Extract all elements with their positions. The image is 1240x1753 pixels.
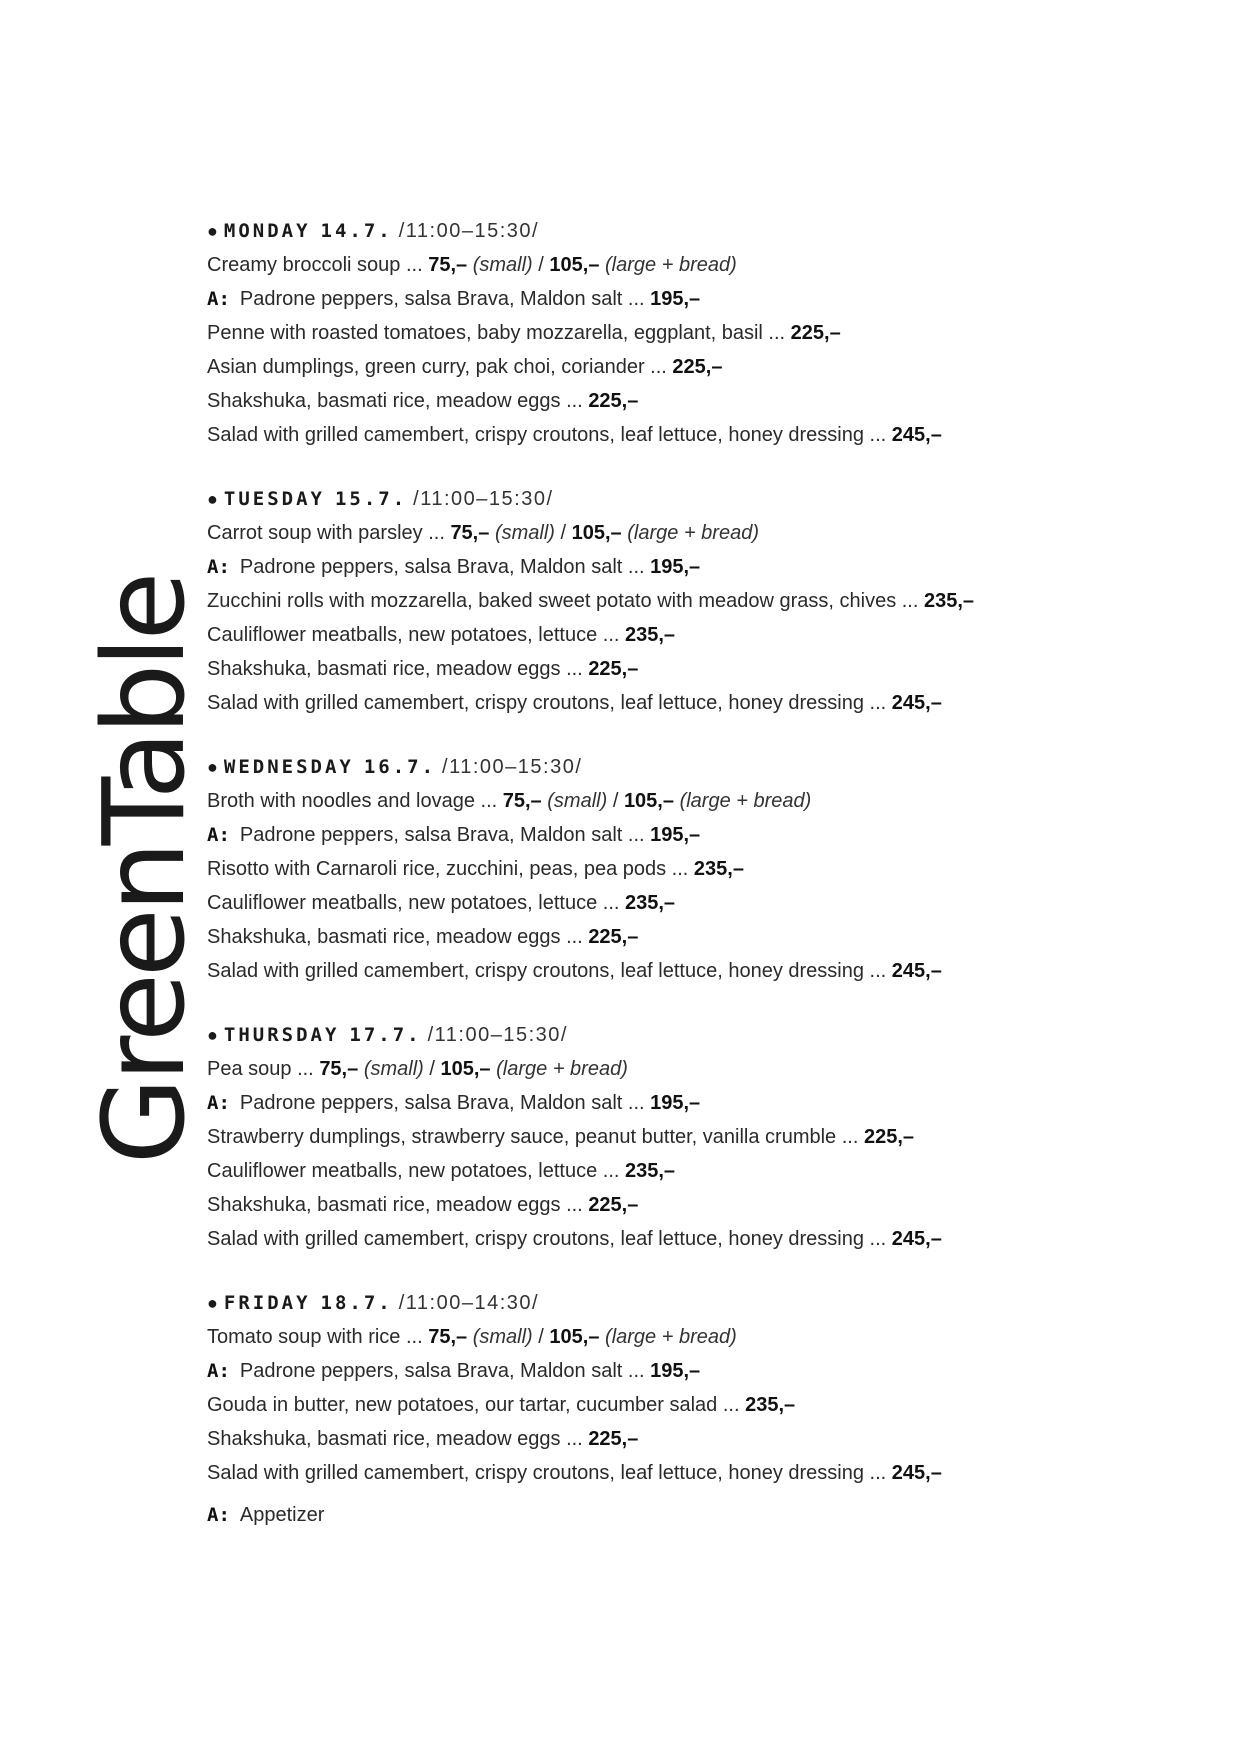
day-hours: /11:00–15:30/ [427,1024,568,1046]
soup-label: Broth with noodles and lovage ... [207,790,498,812]
day-section-thursday [207,1018,1167,1256]
day-name: WEDNESDAY [223,756,354,778]
legend-key: A: [207,1504,230,1526]
soup-label: Carrot soup with parsley ... [207,522,445,544]
item-text: Salad with grilled camembert, crispy croutons, leaf lettuce, honey dressing ... [207,1228,887,1250]
bullet-icon: ● [207,489,218,509]
soup-item [207,248,1167,282]
item-price: 235,– [745,1394,796,1416]
item-price: 235,– [625,1160,676,1182]
soup-price-small: 75,– [428,1326,468,1348]
item-price: 195,– [650,1360,701,1382]
soup-small-note: (small) [363,1058,424,1080]
menu-item [207,652,1167,686]
soup-item [207,1052,1167,1086]
day-header [207,1018,1167,1052]
item-price: 195,– [650,1092,701,1114]
item-text: Strawberry dumplings, strawberry sauce, peanut butter, vanilla crumble ... [207,1126,859,1148]
day-date: 14.7. [320,220,393,242]
menu-item [207,1120,1167,1154]
item-price: 195,– [650,556,701,578]
item-text: Shakshuka, basmati rice, meadow eggs ... [207,1194,583,1216]
soup-small-note: (small) [472,1326,533,1348]
menu-item [207,1388,1167,1422]
appetizer-prefix: A: [207,1092,230,1114]
soup-separator: / [612,790,619,812]
day-section-monday [207,214,1167,452]
soup-label: Creamy broccoli soup ... [207,254,423,276]
item-text: Salad with grilled camembert, crispy croutons, leaf lettuce, honey dressing ... [207,960,887,982]
weekly-menu [207,214,1167,1532]
item-text: Shakshuka, basmati rice, meadow eggs ... [207,1428,583,1450]
soup-price-large: 105,– [440,1058,491,1080]
item-text: Cauliflower meatballs, new potatoes, lettuce ... [207,892,620,914]
soup-price-large: 105,– [549,1326,600,1348]
soup-price-large: 105,– [571,522,622,544]
menu-item [207,384,1167,418]
day-section-tuesday [207,482,1167,720]
soup-small-note: (small) [494,522,555,544]
item-price: 225,– [588,658,639,680]
soup-large-note: (large + bread) [605,1326,737,1348]
day-name: MONDAY [223,220,311,242]
soup-separator: / [538,254,544,276]
day-name: THURSDAY [223,1024,340,1046]
item-price: 225,– [588,1428,639,1450]
item-text: Penne with roasted tomatoes, baby mozzarella, eggplant, basil ... [207,322,786,344]
legend [207,1498,1167,1532]
item-price: 225,– [790,322,841,344]
menu-item [207,418,1167,452]
appetizer-prefix: A: [207,556,230,578]
soup-price-small: 75,– [502,790,542,812]
bullet-icon: ● [207,1025,218,1045]
soup-price-small: 75,– [319,1058,359,1080]
menu-item [207,886,1167,920]
day-header [207,1286,1167,1320]
legend-text: Appetizer [239,1504,325,1526]
item-text: Asian dumplings, green curry, pak choi, coriander ... [207,356,667,378]
menu-item [207,954,1167,988]
bullet-icon: ● [207,1293,218,1313]
day-section-wednesday [207,750,1167,988]
item-text: Shakshuka, basmati rice, meadow eggs ... [207,390,583,412]
item-text: Padrone peppers, salsa Brava, Maldon salt ... [239,824,645,846]
menu-item [207,618,1167,652]
menu-item [207,350,1167,384]
soup-large-note: (large + bread) [679,790,812,812]
day-date: 16.7. [363,756,437,778]
menu-item [207,1222,1167,1256]
soup-item [207,1320,1167,1354]
item-text: Padrone peppers, salsa Brava, Maldon salt ... [239,288,645,310]
item-price: 245,– [891,1228,942,1250]
item-text: Gouda in butter, new potatoes, our tartar, cucumber salad ... [207,1394,740,1416]
appetizer-prefix: A: [207,288,230,310]
day-date: 18.7. [320,1292,393,1314]
soup-large-note: (large + bread) [496,1058,628,1080]
item-price: 245,– [891,692,942,714]
item-price: 235,– [693,858,744,880]
day-date: 15.7. [334,488,408,510]
menu-item [207,818,1167,852]
item-price: 225,– [588,926,639,948]
soup-large-note: (large + bread) [627,522,759,544]
item-text: Salad with grilled camembert, crispy croutons, leaf lettuce, honey dressing ... [207,424,887,446]
soup-price-large: 105,– [623,790,674,812]
soup-item [207,516,1167,550]
day-name: FRIDAY [223,1292,311,1314]
soup-label: Pea soup ... [207,1058,314,1080]
item-price: 225,– [588,390,639,412]
menu-item [207,1086,1167,1120]
soup-small-note: (small) [547,790,608,812]
item-price: 195,– [650,288,701,310]
menu-item [207,282,1167,316]
item-text: Shakshuka, basmati rice, meadow eggs ... [207,926,583,948]
soup-small-note: (small) [472,254,533,276]
soup-item [207,784,1167,818]
menu-item [207,920,1167,954]
bullet-icon: ● [207,757,218,777]
item-text: Cauliflower meatballs, new potatoes, lettuce ... [207,1160,620,1182]
item-text: Padrone peppers, salsa Brava, Maldon salt ... [239,556,645,578]
item-text: Padrone peppers, salsa Brava, Maldon salt ... [239,1092,645,1114]
soup-label: Tomato soup with rice ... [207,1326,423,1348]
day-hours: /11:00–14:30/ [398,1292,540,1314]
soup-separator: / [429,1058,435,1080]
day-header [207,214,1167,248]
day-header [207,482,1167,516]
item-price: 235,– [625,892,676,914]
day-header [207,750,1167,784]
item-text: Salad with grilled camembert, crispy croutons, leaf lettuce, honey dressing ... [207,692,887,714]
day-name: TUESDAY [223,488,325,510]
appetizer-prefix: A: [207,1360,230,1382]
day-hours: /11:00–15:30/ [398,220,540,242]
item-price: 235,– [625,624,676,646]
bullet-icon: ● [207,221,218,241]
menu-item [207,686,1167,720]
item-price: 225,– [672,356,723,378]
item-text: Cauliflower meatballs, new potatoes, lettuce ... [207,624,620,646]
menu-item [207,1422,1167,1456]
item-text: Risotto with Carnaroli rice, zucchini, peas, pea pods ... [207,858,689,880]
item-price: 195,– [650,824,701,846]
menu-item [207,1188,1167,1222]
item-price: 225,– [863,1126,915,1148]
menu-item [207,584,1167,618]
soup-large-note: (large + bread) [605,254,737,276]
day-section-friday [207,1286,1167,1490]
menu-item [207,852,1167,886]
menu-item [207,550,1167,584]
soup-separator: / [560,522,567,544]
item-price: 225,– [588,1194,639,1216]
soup-price-large: 105,– [549,254,600,276]
menu-item [207,1154,1167,1188]
menu-item [207,1354,1167,1388]
appetizer-prefix: A: [207,824,230,846]
item-text: Salad with grilled camembert, crispy croutons, leaf lettuce, honey dressing ... [207,1462,887,1484]
soup-price-small: 75,– [428,254,468,276]
item-price: 245,– [891,424,942,446]
day-date: 17.7. [349,1024,422,1046]
item-price: 245,– [891,960,942,982]
item-price: 245,– [891,1462,942,1484]
soup-separator: / [538,1326,544,1348]
day-hours: /11:00–15:30/ [413,488,554,510]
menu-item [207,316,1167,350]
soup-price-small: 75,– [450,522,490,544]
item-price: 235,– [923,590,975,612]
item-text: Zucchini rolls with mozzarella, baked sweet potato with meadow grass, chives ... [207,590,919,612]
brand-logo: GreenTable [80,575,210,1165]
item-text: Shakshuka, basmati rice, meadow eggs ... [207,658,583,680]
item-text: Padrone peppers, salsa Brava, Maldon salt ... [239,1360,645,1382]
day-hours: /11:00–15:30/ [442,756,583,778]
menu-item [207,1456,1167,1490]
